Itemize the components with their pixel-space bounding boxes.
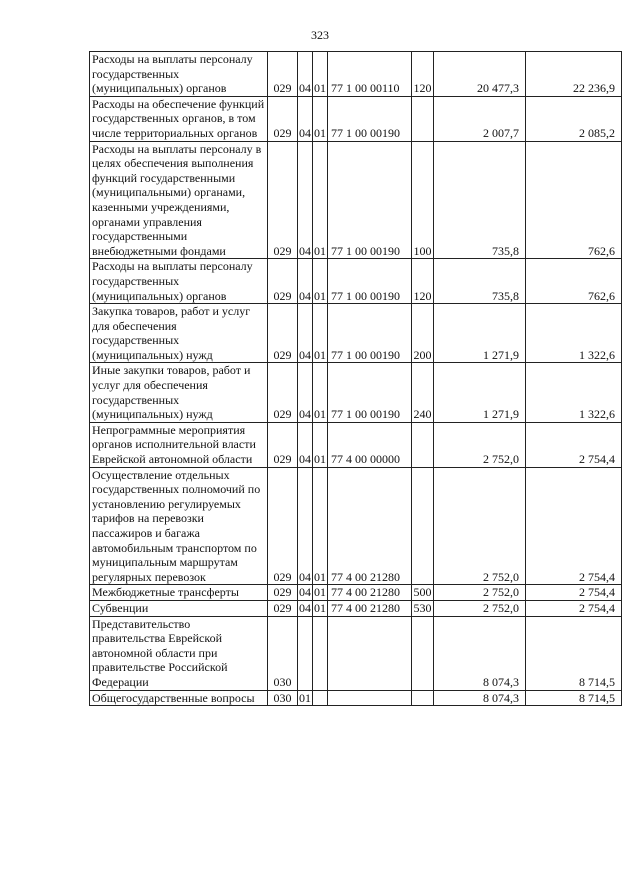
expense-type-code: 120	[412, 52, 434, 97]
grbs-code: 030	[268, 616, 298, 690]
row-name: Расходы на обеспечение функций государственных органов, в том числе территориальных органов	[90, 96, 268, 141]
amount-year-2: 2 754,4	[526, 600, 622, 616]
table-row	[90, 467, 622, 585]
subsection-code: 01	[313, 467, 328, 585]
target-article-code: 77 4 00 21280	[328, 600, 412, 616]
table-row	[90, 690, 622, 706]
amount-year-2: 2 085,2	[526, 96, 622, 141]
section-code	[298, 616, 313, 690]
table-row	[90, 422, 622, 467]
amount-year-1: 1 271,9	[434, 363, 526, 422]
amount-year-2: 1 322,6	[526, 363, 622, 422]
grbs-code: 029	[268, 422, 298, 467]
row-name: Расходы на выплаты персоналу государственных (муниципальных) органов	[90, 259, 268, 304]
target-article-code: 77 1 00 00190	[328, 96, 412, 141]
expense-type-code	[412, 616, 434, 690]
section-code: 04	[298, 363, 313, 422]
row-name: Расходы на выплаты персоналу государственных (муниципальных) органов	[90, 52, 268, 97]
subsection-code: 01	[314, 585, 326, 600]
section-code: 04	[299, 585, 311, 600]
grbs-code: 029	[268, 585, 298, 601]
grbs-code: 029	[268, 96, 298, 141]
target-article-code: 77 1 00 00190	[328, 363, 412, 422]
page-number: 323	[311, 28, 329, 42]
row-name: Иные закупки товаров, работ и услуг для обеспечения государственных (муниципальных) нужд	[90, 363, 268, 422]
amount-year-1: 8 074,3	[434, 690, 526, 706]
table-row	[90, 585, 622, 601]
expense-type-code: 200	[412, 304, 434, 363]
amount-year-1: 735,8	[434, 141, 526, 259]
table-row	[90, 141, 622, 259]
amount-year-1: 20 477,3	[434, 52, 526, 97]
section-code: 04	[298, 96, 313, 141]
amount-year-2: 8 714,5	[526, 616, 622, 690]
amount-year-1: 2 007,7	[434, 96, 526, 141]
expense-type-code	[412, 96, 434, 141]
grbs-code: 029	[268, 141, 298, 259]
expense-type-code: 240	[412, 363, 434, 422]
subsection-code: 01	[314, 600, 326, 615]
subsection-code: 01	[313, 363, 328, 422]
subsection-code: 01	[313, 141, 328, 259]
subsection-code: 01	[313, 422, 328, 467]
section-code: 04	[299, 600, 311, 615]
row-name: Закупка товаров, работ и услуг для обеспечения государственных (муниципальных) нужд	[90, 304, 268, 363]
section-code: 04	[298, 259, 313, 304]
expense-type-code	[412, 422, 434, 467]
subsection-code	[313, 690, 328, 706]
amount-year-2: 1 322,6	[526, 304, 622, 363]
row-name: Субвенции	[90, 600, 268, 616]
row-name: Непрограммные мероприятия органов исполнительной власти Еврейской автономной области	[90, 422, 268, 467]
table-row	[90, 259, 622, 304]
subsection-code: 01	[313, 259, 328, 304]
table-row	[90, 96, 622, 141]
amount-year-2: 8 714,5	[526, 690, 622, 706]
amount-year-2: 22 236,9	[526, 52, 622, 97]
grbs-code: 030	[268, 690, 298, 706]
target-article-code: 77 1 00 00190	[328, 141, 412, 259]
amount-year-1: 2 752,0	[434, 585, 526, 601]
expense-type-code: 500	[413, 585, 432, 600]
target-article-code: 77 4 00 00000	[328, 422, 412, 467]
table-row	[90, 616, 622, 690]
target-article-code: 77 4 00 21280	[328, 585, 412, 601]
subsection-code	[313, 616, 328, 690]
grbs-code: 029	[268, 600, 298, 616]
row-name: Осуществление отдельных государственных полномочий по установлению регулируемых тарифов на перевозки пассажиров и багажа автомобильным транспортом по муниципальным маршрутам регулярных перевозок	[90, 467, 268, 585]
section-code: 04	[298, 141, 313, 259]
expense-type-code: 120	[412, 259, 434, 304]
amount-year-1: 2 752,0	[434, 600, 526, 616]
amount-year-2: 2 754,4	[526, 467, 622, 585]
amount-year-2: 762,6	[526, 259, 622, 304]
amount-year-2: 2 754,4	[526, 585, 622, 601]
target-article-code: 77 4 00 21280	[328, 467, 412, 585]
target-article-code	[328, 690, 412, 706]
expense-type-code: 100	[412, 141, 434, 259]
expense-type-code	[412, 690, 434, 706]
section-code: 01	[299, 690, 311, 705]
target-article-code	[328, 616, 412, 690]
amount-year-1: 8 074,3	[434, 616, 526, 690]
section-code: 04	[298, 304, 313, 363]
amount-year-2: 2 754,4	[526, 422, 622, 467]
amount-year-1: 735,8	[434, 259, 526, 304]
section-code: 04	[298, 52, 313, 97]
grbs-code: 029	[268, 52, 298, 97]
amount-year-1: 2 752,0	[434, 422, 526, 467]
table-row	[90, 304, 622, 363]
grbs-code: 029	[268, 363, 298, 422]
row-name: Общегосударственные вопросы	[90, 690, 268, 706]
amount-year-1: 1 271,9	[434, 304, 526, 363]
subsection-code: 01	[313, 52, 328, 97]
section-code: 04	[298, 467, 313, 585]
target-article-code: 77 1 00 00190	[328, 304, 412, 363]
table-row	[90, 363, 622, 422]
amount-year-2: 762,6	[526, 141, 622, 259]
subsection-code: 01	[313, 96, 328, 141]
row-name: Представительство правительства Еврейской автономной области при правительстве Российской Федерации	[90, 616, 268, 690]
target-article-code: 77 1 00 00110	[328, 52, 412, 97]
expense-type-code	[412, 467, 434, 585]
table-row	[90, 600, 622, 616]
row-name: Расходы на выплаты персоналу в целях обеспечения выполнения функций государственными (муниципальными) органами, казенными учреждениями, органами управления государственными внебюджетными фондами	[90, 141, 268, 259]
grbs-code: 029	[268, 259, 298, 304]
grbs-code: 029	[268, 467, 298, 585]
table-row	[90, 52, 622, 97]
target-article-code: 77 1 00 00190	[328, 259, 412, 304]
section-code: 04	[298, 422, 313, 467]
amount-year-1: 2 752,0	[434, 467, 526, 585]
expense-type-code: 530	[413, 600, 432, 615]
budget-table	[89, 51, 622, 706]
subsection-code: 01	[313, 304, 328, 363]
grbs-code: 029	[268, 304, 298, 363]
row-name: Межбюджетные трансферты	[90, 585, 268, 601]
